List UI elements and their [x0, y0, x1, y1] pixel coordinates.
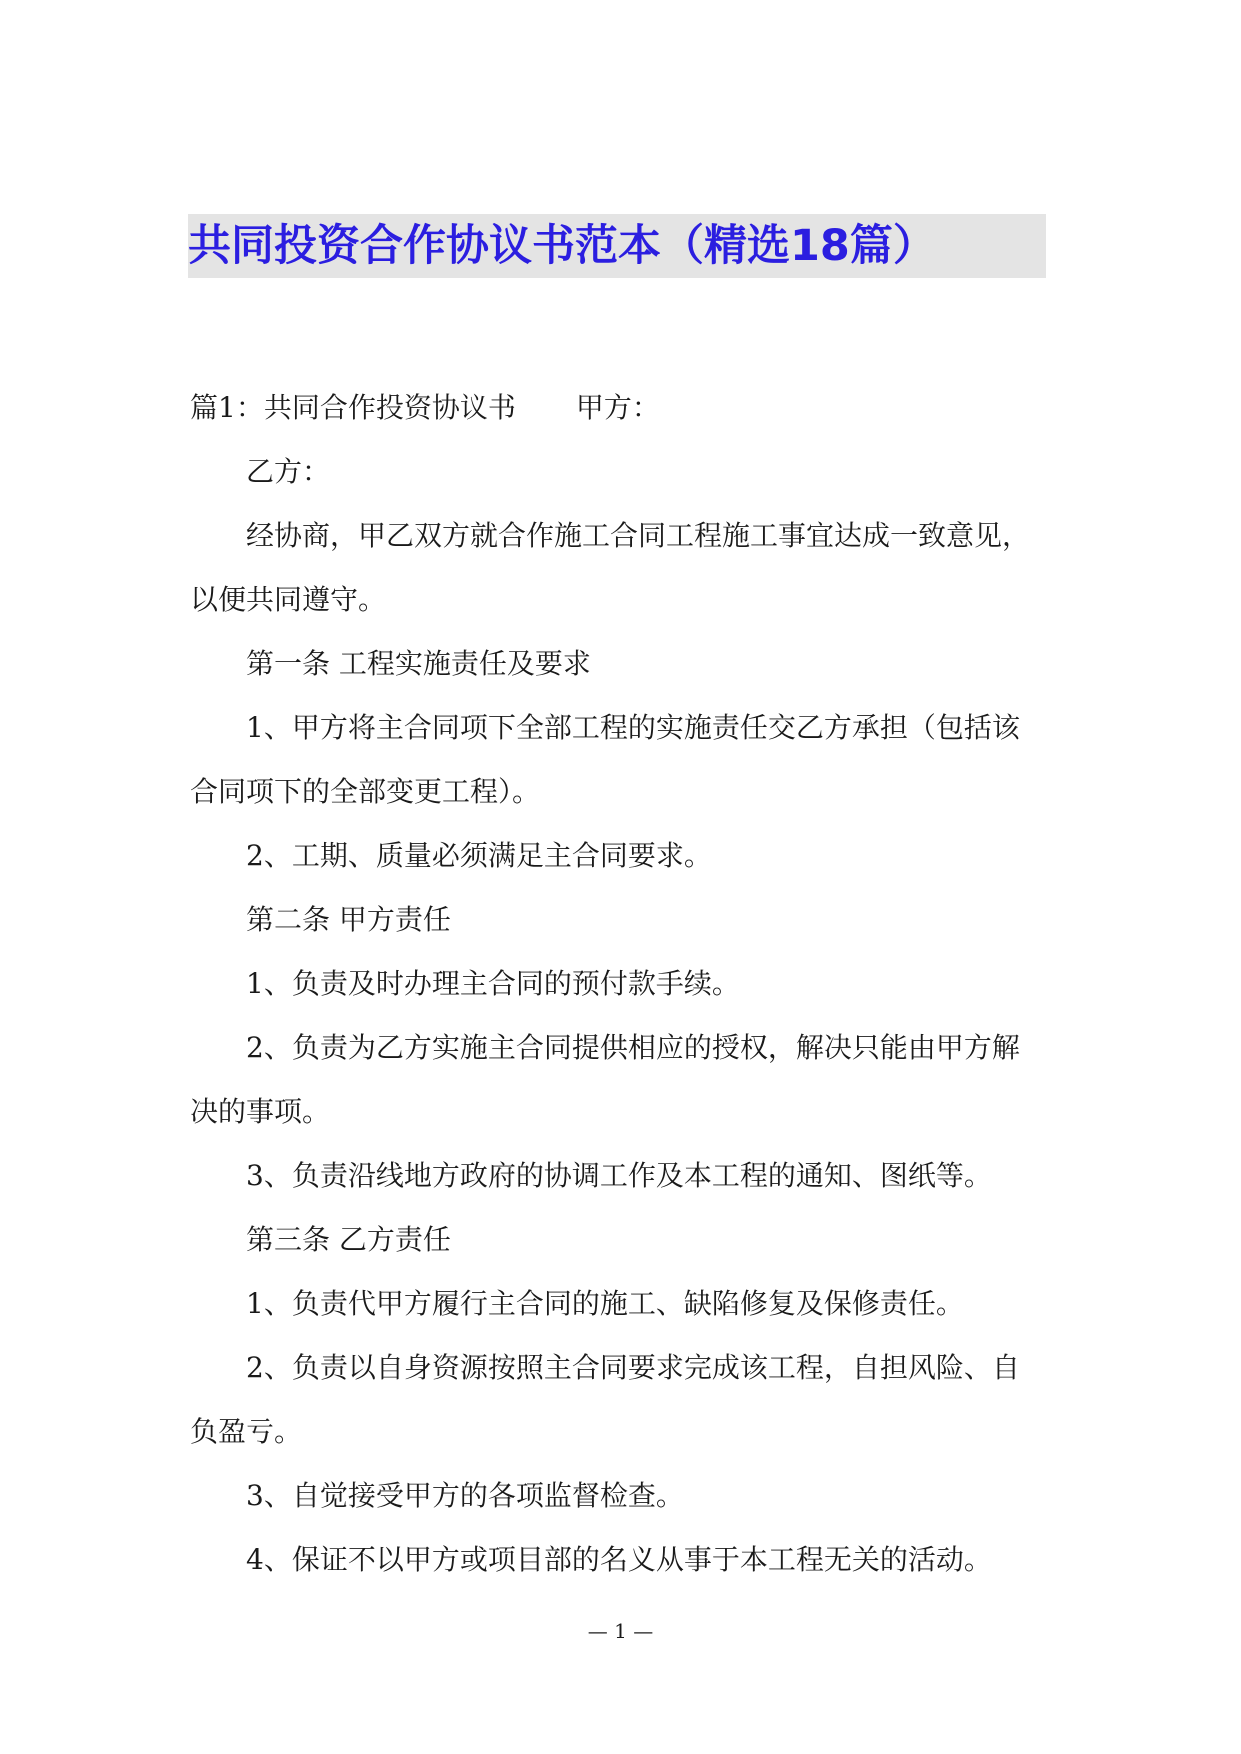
document-title: 共同投资合作协议书范本（精选18篇） — [188, 214, 1046, 278]
article-heading: 第三条 乙方责任 — [246, 1223, 451, 1256]
heading-line — [190, 388, 660, 428]
article-heading: 第一条 工程实施责任及要求 — [246, 647, 591, 680]
paragraph-continuation: 合同项下的全部变更工程）。 — [190, 775, 541, 808]
clause-item: 3、自觉接受甲方的各项监督检查。 — [246, 1479, 684, 1512]
clause-item: 2、负责以自身资源按照主合同要求完成该工程，自担风险、自 — [246, 1351, 1020, 1384]
clause-item: 2、工期、质量必须满足主合同要求。 — [246, 839, 712, 872]
clause-item: 1、甲方将主合同项下全部工程的实施责任交乙方承担（包括该 — [246, 711, 1020, 744]
page-number: — 1 — — [587, 1619, 654, 1643]
paragraph-continuation: 以便共同遵守。 — [190, 583, 387, 616]
article-heading: 第二条 甲方责任 — [246, 903, 451, 936]
party-a-label: 甲方： — [575, 391, 660, 424]
paragraph-continuation: 决的事项。 — [190, 1095, 331, 1128]
clause-item: 4、保证不以甲方或项目部的名义从事于本工程无关的活动。 — [246, 1543, 992, 1576]
paragraph: 经协商，甲乙双方就合作施工合同工程施工事宜达成一致意见， — [246, 519, 1031, 552]
clause-item: 2、负责为乙方实施主合同提供相应的授权，解决只能由甲方解 — [246, 1031, 1020, 1064]
clause-item: 1、负责代甲方履行主合同的施工、缺陷修复及保修责任。 — [246, 1287, 964, 1320]
section-label: 篇1：共同合作投资协议书 — [190, 391, 516, 424]
clause-item: 1、负责及时办理主合同的预付款手续。 — [246, 967, 740, 1000]
paragraph: 乙方： — [246, 455, 331, 488]
paragraph-continuation: 负盈亏。 — [190, 1415, 303, 1448]
clause-item: 3、负责沿线地方政府的协调工作及本工程的通知、图纸等。 — [246, 1159, 992, 1192]
